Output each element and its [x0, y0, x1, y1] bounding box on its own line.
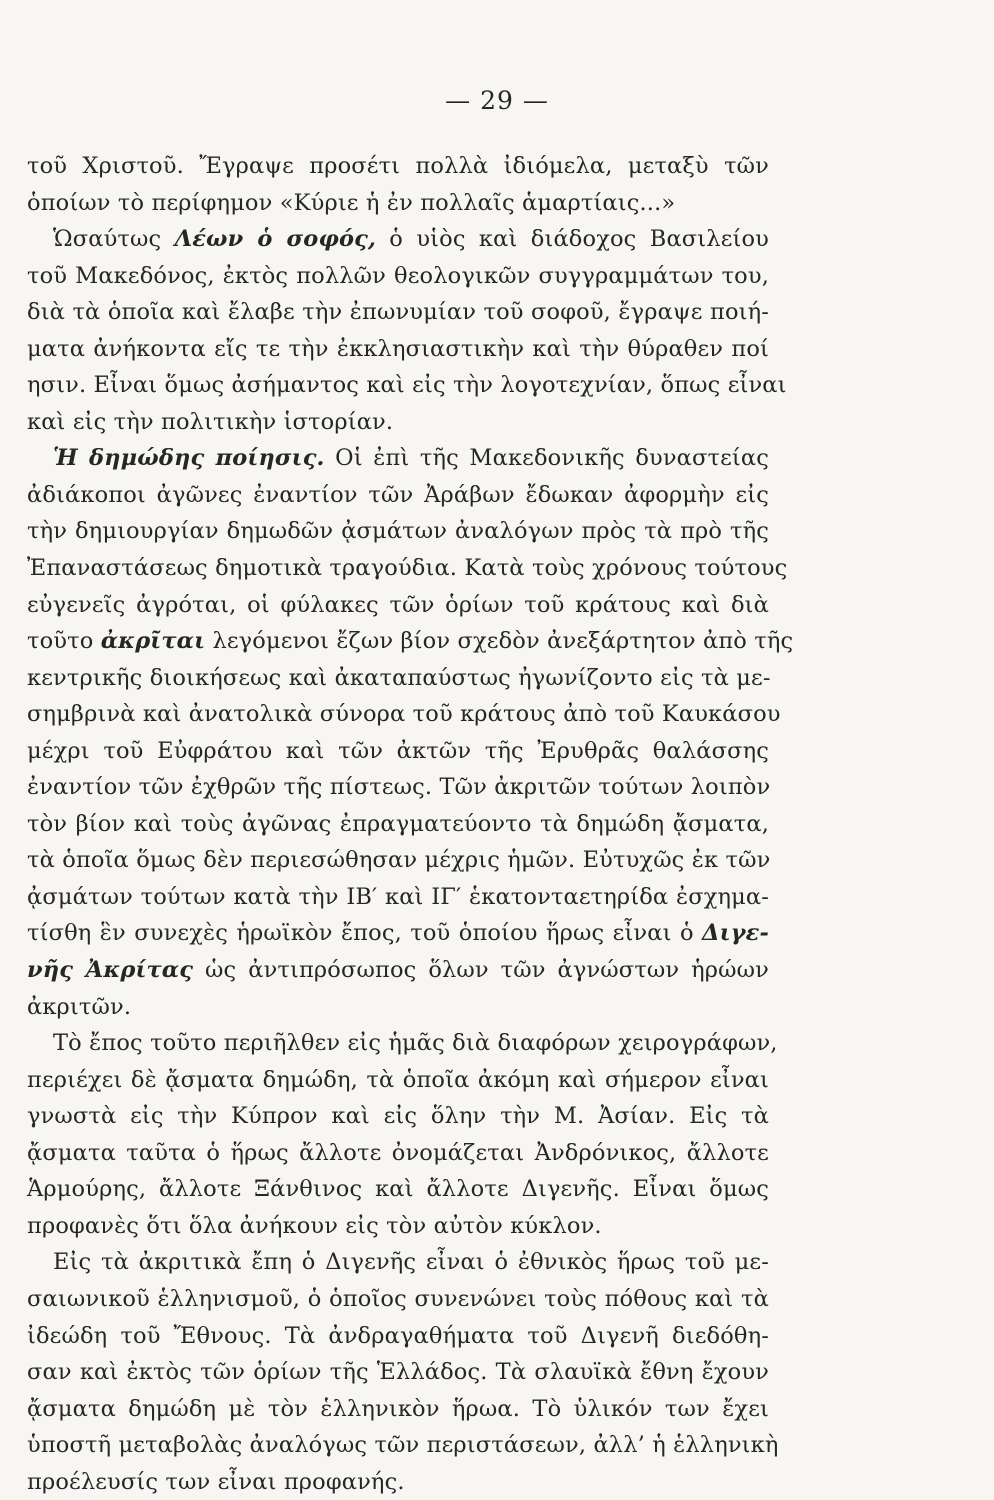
- text-segment: Τὸ ἔπος τοῦτο περιῆλθεν εἰς ἡμᾶς διὰ διαφόρων χειρογράφων,: [53, 1030, 778, 1057]
- text-segment: τὴν δημιουργίαν δημωδῶν ᾀσμάτων ἀναλόγων πρὸς τὰ πρὸ τῆς: [27, 518, 769, 545]
- text-line: [27, 842, 769, 879]
- text-segment: ματα ἀνήκοντα εἴς τε τὴν ἐκκλησιαστικὴν καὶ τὴν θύραθεν ποί: [27, 335, 769, 362]
- text-segment: ᾄσματα δημώδη μὲ τὸν ἑλληνικὸν ἥρωα. Τὸ ὑλικόν των ἔχει: [27, 1395, 769, 1422]
- emphasis-text: Λέων ὁ σοφός,: [174, 226, 376, 253]
- text-segment: τοῦ Χριστοῦ. Ἔγραψε προσέτι πολλὰ ἰδιόμελα, μεταξὺ τῶν: [27, 153, 769, 179]
- text-line: [27, 258, 769, 295]
- text-segment: τίσθη ἓν συνεχὲς ἡρωϊκὸν ἔπος, τοῦ ὁποίου ἥρως εἶναι ὁ: [27, 920, 703, 947]
- text-segment: σαιωνικοῦ ἑλληνισμοῦ, ὁ ὁποῖος συνενώνει τοὺς πόθους καὶ τὰ: [27, 1285, 769, 1312]
- text-segment: εὐγενεῖς ἀγρόται, οἱ φύλακες τῶν ὁρίων τοῦ κράτους καὶ διὰ: [27, 591, 769, 618]
- text-segment: ἐναντίον τῶν ἐχθρῶν τῆς πίστεως. Τῶν ἀκριτῶν τούτων λοιπὸν: [27, 774, 771, 801]
- text-line: [27, 1098, 769, 1135]
- text-segment: Ἐπαναστάσεως δημοτικὰ τραγούδια. Κατὰ τοὺς χρόνους τούτους: [27, 555, 788, 582]
- text-line: [27, 331, 769, 368]
- text-line: [27, 550, 788, 587]
- text-line: [27, 1135, 769, 1172]
- text-line: [27, 879, 769, 916]
- text-line: [27, 989, 769, 1026]
- text-line: [27, 477, 769, 514]
- text-line: [27, 1318, 769, 1355]
- text-segment: σημβρινὰ καὶ ἀνατολικὰ σύνορα τοῦ κράτους ἀπὸ τοῦ Καυκάσου: [27, 701, 781, 728]
- text-line: [27, 1464, 769, 1500]
- text-segment: ἰδεώδη τοῦ Ἔθνους. Τὰ ἀνδραγαθήματα τοῦ Διγενῆ διεδόθη-: [27, 1322, 769, 1349]
- text-line: [27, 952, 769, 989]
- text-segment: ὁποίων τὸ περίφημον «Κύριε ἡ ἐν πολλαῖς ἁμαρτίαις...»: [27, 189, 676, 216]
- text-segment: τὰ ὁποῖα ὅμως δὲν περιεσώθησαν μέχρις ἡμῶν. Εὐτυχῶς ἐκ τῶν: [27, 847, 771, 874]
- text-line: [27, 1062, 769, 1099]
- page-number: — 29 —: [445, 86, 549, 115]
- text-segment: διὰ τὰ ὁποῖα καὶ ἔλαβε τὴν ἐπωνυμίαν τοῦ σοφοῦ, ἔγραψε ποιή-: [27, 299, 769, 326]
- text-segment: γνωστὰ εἰς τὴν Κύπρον καὶ εἰς ὅλην τὴν Μ. Ἀσίαν. Εἰς τὰ: [27, 1103, 769, 1130]
- text-segment: ὁ υἱὸς καὶ διάδοχος Βασιλείου: [375, 226, 769, 253]
- text-segment: ᾄσματα ταῦτα ὁ ἥρως ἄλλοτε ὀνομάζεται Ἀνδρόνικος, ἄλλοτε: [27, 1139, 769, 1166]
- text-segment: Ἁρμούρης, ἄλλοτε Ξάνθινος καὶ ἄλλοτε Διγενῆς. Εἶναι ὅμως: [27, 1176, 769, 1203]
- text-line: [27, 915, 769, 952]
- text-line: [27, 1025, 778, 1062]
- text-segment: τοῦ Μακεδόνος, ἐκτὸς πολλῶν θεολογικῶν συγγραμμάτων του,: [27, 262, 769, 289]
- text-line: [27, 1244, 769, 1281]
- text-segment: ὡς ἀντιπρόσωπος ὅλων τῶν ἀγνώστων ἡρώων: [193, 957, 770, 984]
- text-segment: ἀδιάκοποι ἀγῶνες ἐναντίον τῶν Ἀράβων ἔδωκαν ἀφορμὴν εἰς: [27, 481, 769, 508]
- text-line: [27, 623, 794, 660]
- text-segment: κεντρικῆς διοικήσεως καὶ ἀκαταπαύστως ἠγωνίζοντο εἰς τὰ με-: [27, 664, 771, 691]
- text-line: [27, 404, 769, 441]
- text-line: [27, 660, 769, 697]
- text-line: [27, 148, 769, 185]
- text-line: [27, 294, 769, 331]
- text-segment: ὑποστῆ μεταβολὰς ἀναλόγως τῶν περιστάσεων, ἀλλ’ ἡ ἑλληνικὴ: [27, 1432, 779, 1459]
- text-line: [27, 1391, 769, 1428]
- emphasis-text: Ἡ δημώδης ποίησις.: [53, 445, 325, 472]
- text-segment: σαν καὶ ἐκτὸς τῶν ὁρίων τῆς Ἑλλάδος. Τὰ σλαυϊκὰ ἔθνη ἔχουν: [27, 1359, 769, 1386]
- text-segment: τὸν βίον καὶ τοὺς ἀγῶνας ἐπραγματεύοντο τὰ δημώδη ᾄσματα,: [27, 810, 769, 837]
- emphasis-text: νῆς Ἀκρίτας: [27, 957, 194, 984]
- text-segment: Εἰς τὰ ἀκριτικὰ ἔπη ὁ Διγενῆς εἶναι ὁ ἐθνικὸς ἥρως τοῦ με-: [53, 1249, 769, 1276]
- text-segment: μέχρι τοῦ Εὐφράτου καὶ τῶν ἀκτῶν τῆς Ἐρυθρᾶς θαλάσσης: [27, 737, 769, 764]
- text-segment: προέλευσίς των εἶναι προφανής.: [27, 1468, 405, 1495]
- text-line: [27, 1427, 779, 1464]
- emphasis-text: ἀκρῖται: [100, 628, 206, 655]
- text-line: [27, 1354, 769, 1391]
- text-line: [27, 367, 787, 404]
- text-segment: καὶ εἰς τὴν πολιτικὴν ἱστορίαν.: [27, 408, 394, 435]
- text-line: [27, 513, 769, 550]
- text-segment: Ὡσαύτως: [53, 226, 175, 253]
- text-line: [27, 769, 769, 806]
- text-line: [27, 1208, 769, 1245]
- body-text: [27, 148, 794, 1500]
- text-line: [27, 1171, 769, 1208]
- text-segment: ησιν. Εἶναι ὅμως ἀσήμαντος καὶ εἰς τὴν λογοτεχνίαν, ὅπως εἶναι: [27, 372, 787, 399]
- text-line: [27, 733, 769, 770]
- text-line: [27, 440, 769, 477]
- text-segment: ἀκριτῶν.: [27, 993, 132, 1020]
- text-segment: τοῦτο: [27, 628, 101, 655]
- text-line: [27, 696, 781, 733]
- text-segment: Οἱ ἐπὶ τῆς Μακεδονικῆς δυναστείας: [324, 445, 769, 472]
- text-segment: ᾀσμάτων τούτων κατὰ τὴν ΙΒ′ καὶ ΙΓ′ ἑκατονταετηρίδα ἐσχημα-: [27, 883, 769, 910]
- emphasis-text: Διγε-: [702, 920, 769, 947]
- text-line: [27, 587, 769, 624]
- text-segment: λεγόμενοι ἔζων βίον σχεδὸν ἀνεξάρτητον ἀπὸ τῆς: [205, 628, 794, 655]
- text-segment: περιέχει δὲ ᾄσματα δημώδη, τὰ ὁποῖα ἀκόμη καὶ σήμερον εἶναι: [27, 1066, 769, 1093]
- text-line: [27, 1281, 769, 1318]
- text-segment: προφανὲς ὅτι ὅλα ἀνήκουν εἰς τὸν αὐτὸν κύκλον.: [27, 1212, 602, 1239]
- text-line: [27, 221, 769, 258]
- text-line: [27, 185, 769, 222]
- text-line: [27, 806, 769, 843]
